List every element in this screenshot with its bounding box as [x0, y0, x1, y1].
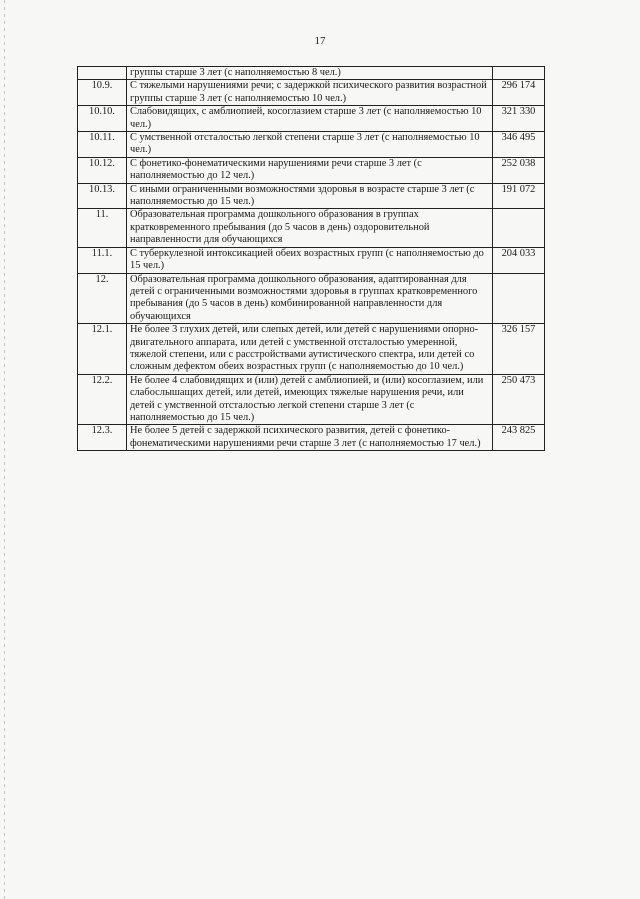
row-value: [493, 67, 545, 80]
row-number: 10.9.: [78, 80, 127, 106]
row-number: 11.1.: [78, 247, 127, 273]
row-description: Слабовидящих, с амблиопией, косоглазием старше 3 лет (с наполняемостью 10 чел.): [127, 106, 493, 132]
row-description: С умственной отсталостью легкой степени старше 3 лет (с наполняемостью 10 чел.): [127, 132, 493, 158]
row-number: 12.2.: [78, 374, 127, 425]
row-number: 11.: [78, 209, 127, 247]
row-value: 250 473: [493, 374, 545, 425]
row-value: [493, 273, 545, 324]
page-number: 17: [314, 35, 326, 47]
table-row: [78, 157, 545, 183]
row-description: С тяжелыми нарушениями речи; с задержкой психического развития возрастной группы старше 3 лет (с наполняемостью 10 чел.): [127, 80, 493, 106]
table-row: [78, 374, 545, 425]
tariff-table: [77, 66, 545, 451]
table-row: [78, 106, 545, 132]
row-description: Не более 5 детей с задержкой психического развития, детей с фонетико-фонематическими нарушениями речи старше 3 лет (с наполняемостью 17 чел.): [127, 425, 493, 451]
row-number: 12.3.: [78, 425, 127, 451]
table-row: [78, 247, 545, 273]
row-description: С туберкулезной интоксикацией обеих возрастных групп (с наполняемостью до 15 чел.): [127, 247, 493, 273]
scan-page-edge: [4, 0, 5, 899]
row-value: 326 157: [493, 324, 545, 375]
table-row: [78, 209, 545, 247]
row-description: С иными ограниченными возможностями здоровья в возрасте старше 3 лет (с наполняемостью до 15 чел.): [127, 183, 493, 209]
row-description: группы старше 3 лет (с наполняемостью 8 чел.): [127, 67, 493, 80]
row-value: 204 033: [493, 247, 545, 273]
row-description: Образовательная программа дошкольного образования в группах кратковременного пребывания (до 5 часов в день) оздоровительной направленности для обучающихся: [127, 209, 493, 247]
row-description: Не более 4 слабовидящих и (или) детей с амблиопией, и (или) косоглазием, или слабослышащих детей, или детей, имеющих тяжелые нарушения речи, или детей с умственной отсталостью легкой степени старше 3 лет (с наполняемостью до 15 чел.): [127, 374, 493, 425]
table-row: [78, 80, 545, 106]
row-number: 12.1.: [78, 324, 127, 375]
row-value: 252 038: [493, 157, 545, 183]
table-row: [78, 183, 545, 209]
table-row: [78, 425, 545, 451]
row-value: 243 825: [493, 425, 545, 451]
row-number: [78, 67, 127, 80]
row-number: 10.12.: [78, 157, 127, 183]
row-value: [493, 209, 545, 247]
table-row: [78, 132, 545, 158]
row-number: 10.10.: [78, 106, 127, 132]
table-row: [78, 324, 545, 375]
row-description: Образовательная программа дошкольного образования, адаптированная для детей с ограниченными возможностями здоровья в группах кратковременного пребывания (до 5 часов в день) комбинированной направленности для обучающихся: [127, 273, 493, 324]
row-value: 296 174: [493, 80, 545, 106]
row-value: 191 072: [493, 183, 545, 209]
row-number: 12.: [78, 273, 127, 324]
row-description: С фонетико-фонематическими нарушениями речи старше 3 лет (с наполняемостью до 12 чел.): [127, 157, 493, 183]
row-number: 10.11.: [78, 132, 127, 158]
table-row: [78, 273, 545, 324]
row-description: Не более 3 глухих детей, или слепых детей, или детей с нарушениями опорно-двигательного аппарата, или детей с умственной отсталостью умеренной, тяжелой степени, или с расстройствами аутистического спектра, или детей со сложным дефектом обеих возрастных групп (с наполняемостью до 10 чел.): [127, 324, 493, 375]
row-value: 321 330: [493, 106, 545, 132]
row-number: 10.13.: [78, 183, 127, 209]
row-value: 346 495: [493, 132, 545, 158]
table-row: [78, 67, 545, 80]
